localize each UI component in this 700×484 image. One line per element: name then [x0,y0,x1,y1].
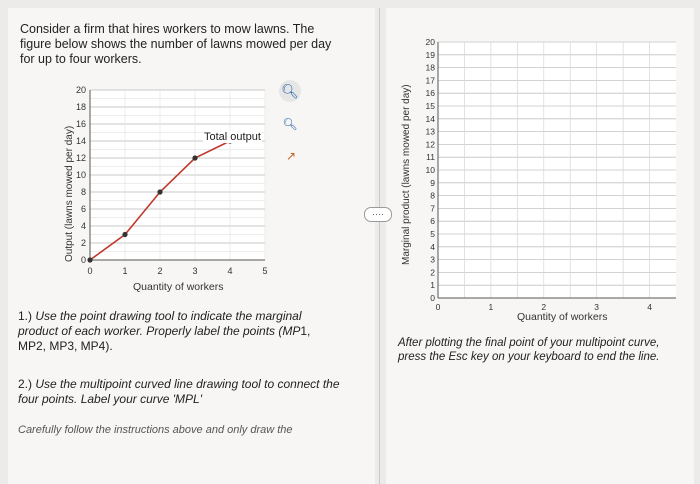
left-y-tick-label: 10 [75,170,86,180]
instruction-1-text: Use the point drawing tool to indicate the marginal product of each worker. Properly label the points (MP [18,309,302,338]
instruction-1-tail: MP2, MP3, MP4). [18,339,113,353]
right-x-tick-label: 3 [594,302,600,312]
right-grid [438,42,676,298]
right-x-tick-label: 1 [488,302,494,312]
divider-handle[interactable]: ···· [364,207,392,222]
total-output-point [87,257,92,262]
right-y-tick-label: 6 [430,216,435,227]
instruction-2-number: 2.) [18,377,33,391]
total-output-point [122,232,127,237]
instruction-2 [18,377,343,407]
right-y-tick-label: 0 [430,293,435,303]
zoom-in-button[interactable] [279,80,301,102]
right-y-tick-label: 1 [430,280,435,291]
right-y-tick-label: 5 [430,229,435,239]
right-x-tick-label: 0 [435,302,441,312]
left-y-tick-label: 6 [80,204,86,214]
zoom-out-button[interactable] [279,113,301,135]
right-y-tick-label: 14 [425,113,435,124]
instruction-1: 1.) Use the point drawing tool to indicate the marginal product of each worker. Properly label the points (MP1, MP2, MP3, MP4). [18,309,311,353]
right-y-tick-label: 17 [425,75,435,86]
left-y-tick-label: 16 [75,119,86,129]
left-x-tick-label: 0 [87,266,93,276]
right-y-tick-label: 3 [430,254,435,265]
left-y-tick-label: 8 [80,187,86,197]
expand-button[interactable] [280,145,302,167]
total-output-point [192,155,197,160]
left-y-tick-label: 2 [80,238,86,248]
left-y-tick-label: 0 [80,255,86,265]
right-x-tick-label: 2 [541,302,547,312]
right-y-tick-label: 9 [430,177,435,188]
instruction-1-number: 1.) [18,309,33,323]
instruction-cut: Carefully follow the instructions above and only draw the [18,424,293,436]
zoom-out-icon: 🔍︎ [282,117,298,131]
left-x-tick-label: 2 [157,266,163,276]
left-x-tick-label: 5 [262,266,268,276]
instruction-note: After plotting the final point of your multipoint curve, press the Esc key on your keyboard to end the line. [398,337,660,363]
left-x-tick-label: 3 [192,266,198,276]
right-y-tick-label: 13 [425,126,435,137]
right-y-tick-label: 20 [425,37,435,47]
right-y-tick-label: 11 [426,152,435,163]
left-y-tick-label: 12 [75,153,86,163]
right-y-tick-label: 8 [430,190,435,201]
panel-divider[interactable] [379,8,380,484]
left-x-tick-label: 4 [227,266,233,276]
right-y-tick-label: 16 [425,88,435,99]
right-x-tick-label: 4 [647,302,652,312]
right-y-tick-label: 2 [430,267,435,278]
right-y-tick-label: 10 [425,165,435,175]
expand-icon: ↗ [285,149,297,163]
zoom-in-icon: 🔍︎ [281,82,299,99]
left-y-tick-label: 14 [75,136,86,146]
right-y-tick-label: 4 [430,241,435,252]
marginal-product-chart[interactable] [410,35,680,325]
total-output-label: Total output [204,131,261,143]
right-y-tick-label: 12 [425,139,435,150]
right-y-tick-label: 19 [425,49,435,60]
total-output-chart [60,80,290,305]
intro-text: Consider a firm that hires workers to mow lawns. The figure below shows the number of lawns mowed per day for up to four workers. [20,22,332,66]
left-x-tick-label: 1 [122,266,128,276]
left-y-axis-label: Output (lawns mowed per day) [64,125,75,262]
right-y-tick-label: 7 [430,203,435,214]
right-y-axis-label: Marginal product (lawns mowed per day) [401,84,412,265]
left-y-tick-label: 4 [80,221,86,231]
total-output-point [157,189,162,194]
right-x-axis-label: Quantity of workers [517,311,608,323]
left-y-tick-label: 18 [75,102,86,112]
right-y-tick-label: 18 [425,62,435,73]
instruction-2-text: Use the multipoint curved line drawing tool to connect the four points. Label your curve 'MPL' [18,377,340,406]
right-y-tick-label: 15 [425,101,435,111]
left-y-tick-label: 20 [75,85,86,95]
left-x-axis-label: Quantity of workers [133,281,224,293]
